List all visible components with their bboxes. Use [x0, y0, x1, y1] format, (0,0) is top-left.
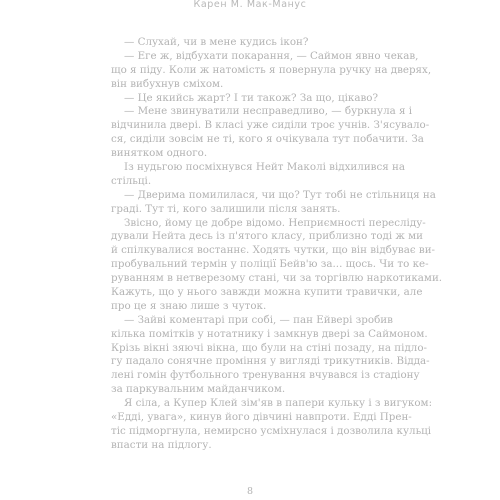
text-line: стільці.	[111, 174, 152, 187]
text-line: Звісно, йому це добре відомо. Неприємності пересліду-	[124, 216, 426, 229]
text-line: руванням в нетверезому стані, чи за торгівлю наркотиками.	[111, 272, 443, 285]
text-line: він вибухнув сміхом.	[111, 77, 224, 90]
text-line: про це я знаю лише з чуток.	[111, 299, 267, 312]
page-number: 8	[246, 486, 254, 497]
text-line: пробувальний термін у поліції Бейв'ю за... щось. Чи то ке-	[111, 258, 429, 271]
body-text	[111, 36, 443, 453]
text-line: за паркувальним майданчиком.	[111, 383, 286, 396]
text-line: лені гомін футбольного тренування вчувався із стадіону	[111, 369, 420, 382]
text-line: — Дверима помилилася, чи що? Тут тобі не стільниця на	[124, 188, 436, 201]
text-line: Я сіла, а Купер Клей зім'яв в папери кульку і з вигуком:	[124, 397, 433, 410]
text-line: відчинила двері. В класі уже сиділи троє учнів. З'ясувало-	[111, 119, 430, 132]
text-line: Крізь вікні зяючі вікна, що були на стіні позаду, на підло-	[111, 341, 428, 354]
text-line: впасти на підлогу.	[111, 438, 212, 451]
text-line: ся, сиділи зовсім не ті, кого я очікувала тут побачити. За	[111, 133, 424, 146]
text-line: — Мене звинуватили несправедливо, — буркнула я і	[124, 105, 413, 118]
text-line: тіс підморгнула, немирсно усміхнулася і дозволила кульці	[111, 424, 432, 437]
text-line: Із нудьгою посміхнувся Нейт Маколі відхилився на	[124, 161, 406, 174]
text-line: кілька помітків у нотатнику і замкнув двері за Саймоном.	[111, 327, 428, 340]
running-header: Карен М. Мак-Манус	[193, 0, 307, 10]
text-line: граді. Тут ті, кого залишили після занять.	[111, 202, 341, 215]
text-line: винятком одного.	[111, 147, 208, 160]
text-line: Кажуть, що у нього завжди можна купити травички, але	[111, 286, 423, 299]
text-line: гу падало сонячне проміння у вигляді трикутників. Відда-	[111, 355, 430, 368]
text-line: «Едді, увага», кинув його дівчині навпроти. Едді Прен-	[111, 411, 412, 424]
text-line: — Еге ж, відбухати покарання, — Саймон явно чекав,	[124, 49, 419, 62]
text-line: дували Нейта десь із п'ятого класу, приблизно тоді ж ми	[111, 230, 424, 243]
text-line: — Це якийсь жарт? І ти також? За що, цікаво?	[124, 91, 378, 104]
text-line: — Зайві коментарі при собі, — пан Ейвері зробив	[124, 313, 393, 326]
text-line: й спілкувалися востаннє. Ходять чутки, що він відбуває ви-	[111, 244, 436, 257]
text-line: — Слухай, чи в мене кудись ікон?	[124, 36, 309, 48]
text-line: що я піду. Коли ж натомість я повернула ручку на дверях,	[111, 63, 432, 76]
